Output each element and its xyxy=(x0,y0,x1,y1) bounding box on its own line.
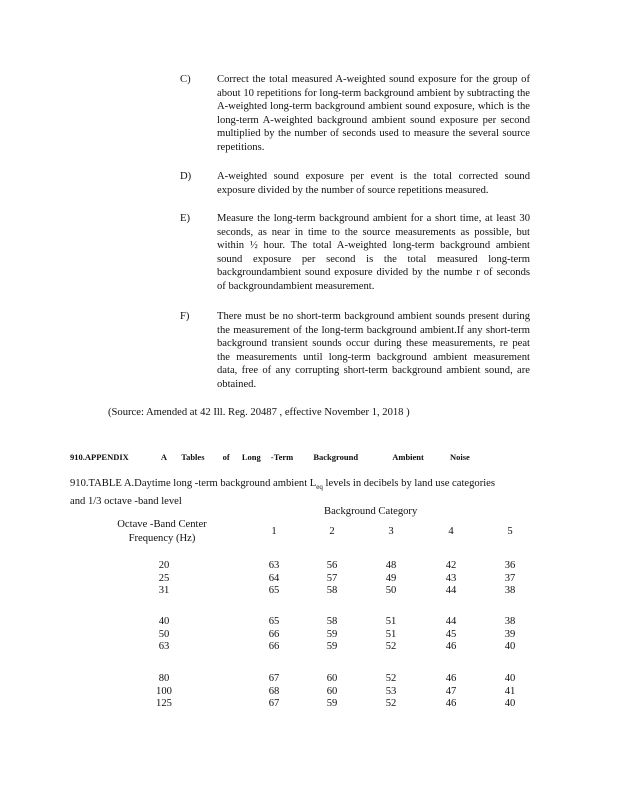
frequency-cell: 31 xyxy=(158,585,170,596)
table-cell: 44 xyxy=(445,616,457,627)
appendix-heading xyxy=(70,451,470,465)
category-heading: Background Category xyxy=(324,506,418,517)
item-c-text: Correct the total measured A-weighted sound exposure for the group of about 10 repetitions for long-term background ambient by subtracting the A-weighted long-term background ambient sound exposure, which is the long-term A-weighted background ambient sound exposure per second multiplied by the number of seconds used to measure the several source repetitions. xyxy=(217,74,530,153)
item-e-letter: E) xyxy=(180,213,190,224)
appendix-heading-word: of xyxy=(222,452,230,462)
item-f-text: There must be no short-term background ambient sounds present during the measurement of the long-term background ambient.If any short-term background transient sounds occur during these measurements, re peat the measurements until long-term background ambient measurement data, free of any corrupting short-term background ambient sound, are obtained. xyxy=(217,311,530,390)
table-cell: 42 xyxy=(445,560,457,571)
table-cell: 58 xyxy=(326,616,338,627)
table-cell: 60 xyxy=(326,685,338,697)
table-title xyxy=(70,477,510,508)
table-cell: 46 xyxy=(445,698,457,709)
item-c-letter: C) xyxy=(180,74,191,85)
column-header: 1 xyxy=(271,526,277,537)
table-cell: 51 xyxy=(385,616,397,627)
item-f-letter: F) xyxy=(180,311,190,322)
table-cell: 49 xyxy=(385,572,397,584)
appendix-heading-word: Ambient xyxy=(392,452,424,462)
table-cell: 68 xyxy=(268,685,280,697)
frequency-cell: 50 xyxy=(158,628,170,640)
column-header: 3 xyxy=(388,526,394,537)
item-d-text: A-weighted sound exposure per event is the total corrected sound exposure divided by the number of source repetitions measured. xyxy=(217,171,530,196)
table-cell: 59 xyxy=(326,698,338,709)
table-cell: 52 xyxy=(385,673,397,684)
table-cell: 36 xyxy=(504,560,516,571)
table-cell: 50 xyxy=(385,585,397,596)
table-cell: 43 xyxy=(445,572,457,584)
frequency-cell: 63 xyxy=(158,641,170,652)
table-cell: 37 xyxy=(504,572,516,584)
table-cell: 46 xyxy=(445,641,457,652)
table-cell: 67 xyxy=(268,673,280,684)
column-header: 2 xyxy=(329,526,335,537)
appendix-heading-word: A xyxy=(160,452,168,462)
table-cell: 51 xyxy=(385,628,397,640)
table-cell: 48 xyxy=(385,560,397,571)
item-e-text: Measure the long-term background ambient for a short time, at least 30 seconds, as near in time to the source measurements as possible, but within ½ hour. The total A-weighted long-term background ambient sound exposure per second is the total measured long-term backgroundambient sound exposure divided by the numbe r of seconds of backgroundambient measurement. xyxy=(217,213,530,292)
table-cell: 59 xyxy=(326,641,338,652)
table-title-suffix: levels in decibels by land use categories and 1/3 octave -band level xyxy=(70,478,495,507)
table-cell: 66 xyxy=(268,628,280,640)
table-cell: 57 xyxy=(326,572,338,584)
frequency-cell: 100 xyxy=(156,685,172,697)
table-cell: 40 xyxy=(504,673,516,684)
frequency-cell: 40 xyxy=(158,616,170,627)
table-cell: 59 xyxy=(326,628,338,640)
table-cell: 67 xyxy=(268,698,280,709)
appendix-heading-word: Background xyxy=(313,452,359,462)
table-cell: 64 xyxy=(268,572,280,584)
table-cell: 63 xyxy=(268,560,280,571)
table-title-prefix: 910.TABLE A.Daytime long -term background ambient L xyxy=(70,478,317,489)
table-cell: 52 xyxy=(385,641,397,652)
appendix-heading-word: Noise xyxy=(449,452,470,462)
column-header: 4 xyxy=(448,526,454,537)
table-title-subscript: eq xyxy=(316,483,323,492)
table-cell: 45 xyxy=(445,628,457,640)
item-d-letter: D) xyxy=(180,171,192,182)
source-note: (Source: Amended at 42 Ill. Reg. 20487 , effective November 1, 2018 ) xyxy=(108,407,410,418)
table-cell: 44 xyxy=(445,585,457,596)
table-cell: 56 xyxy=(326,560,338,571)
table-cell: 65 xyxy=(268,585,280,596)
table-cell: 53 xyxy=(385,685,397,697)
table-cell: 38 xyxy=(504,585,516,596)
table-cell: 58 xyxy=(326,585,338,596)
table-cell: 46 xyxy=(445,673,457,684)
table-cell: 66 xyxy=(268,641,280,652)
table-cell: 47 xyxy=(445,685,457,697)
frequency-cell: 125 xyxy=(156,698,172,709)
appendix-heading-word: -Term xyxy=(270,452,294,462)
table-cell: 40 xyxy=(504,698,516,709)
table-cell: 38 xyxy=(504,616,516,627)
frequency-cell: 20 xyxy=(158,560,170,571)
frequency-cell: 80 xyxy=(158,673,170,684)
row-heading: Octave -Band Center Frequency (Hz) xyxy=(117,519,207,544)
appendix-heading-word: Tables xyxy=(181,452,205,462)
table-cell: 65 xyxy=(268,616,280,627)
table-cell: 40 xyxy=(504,641,516,652)
appendix-heading-word: 910.APPENDIX xyxy=(70,452,129,462)
frequency-cell: 25 xyxy=(158,572,170,584)
column-header: 5 xyxy=(507,526,513,537)
appendix-heading-word: Long xyxy=(241,452,261,462)
table-cell: 60 xyxy=(326,673,338,684)
table-cell: 41 xyxy=(504,685,516,697)
table-cell: 39 xyxy=(504,628,516,640)
table-cell: 52 xyxy=(385,698,397,709)
